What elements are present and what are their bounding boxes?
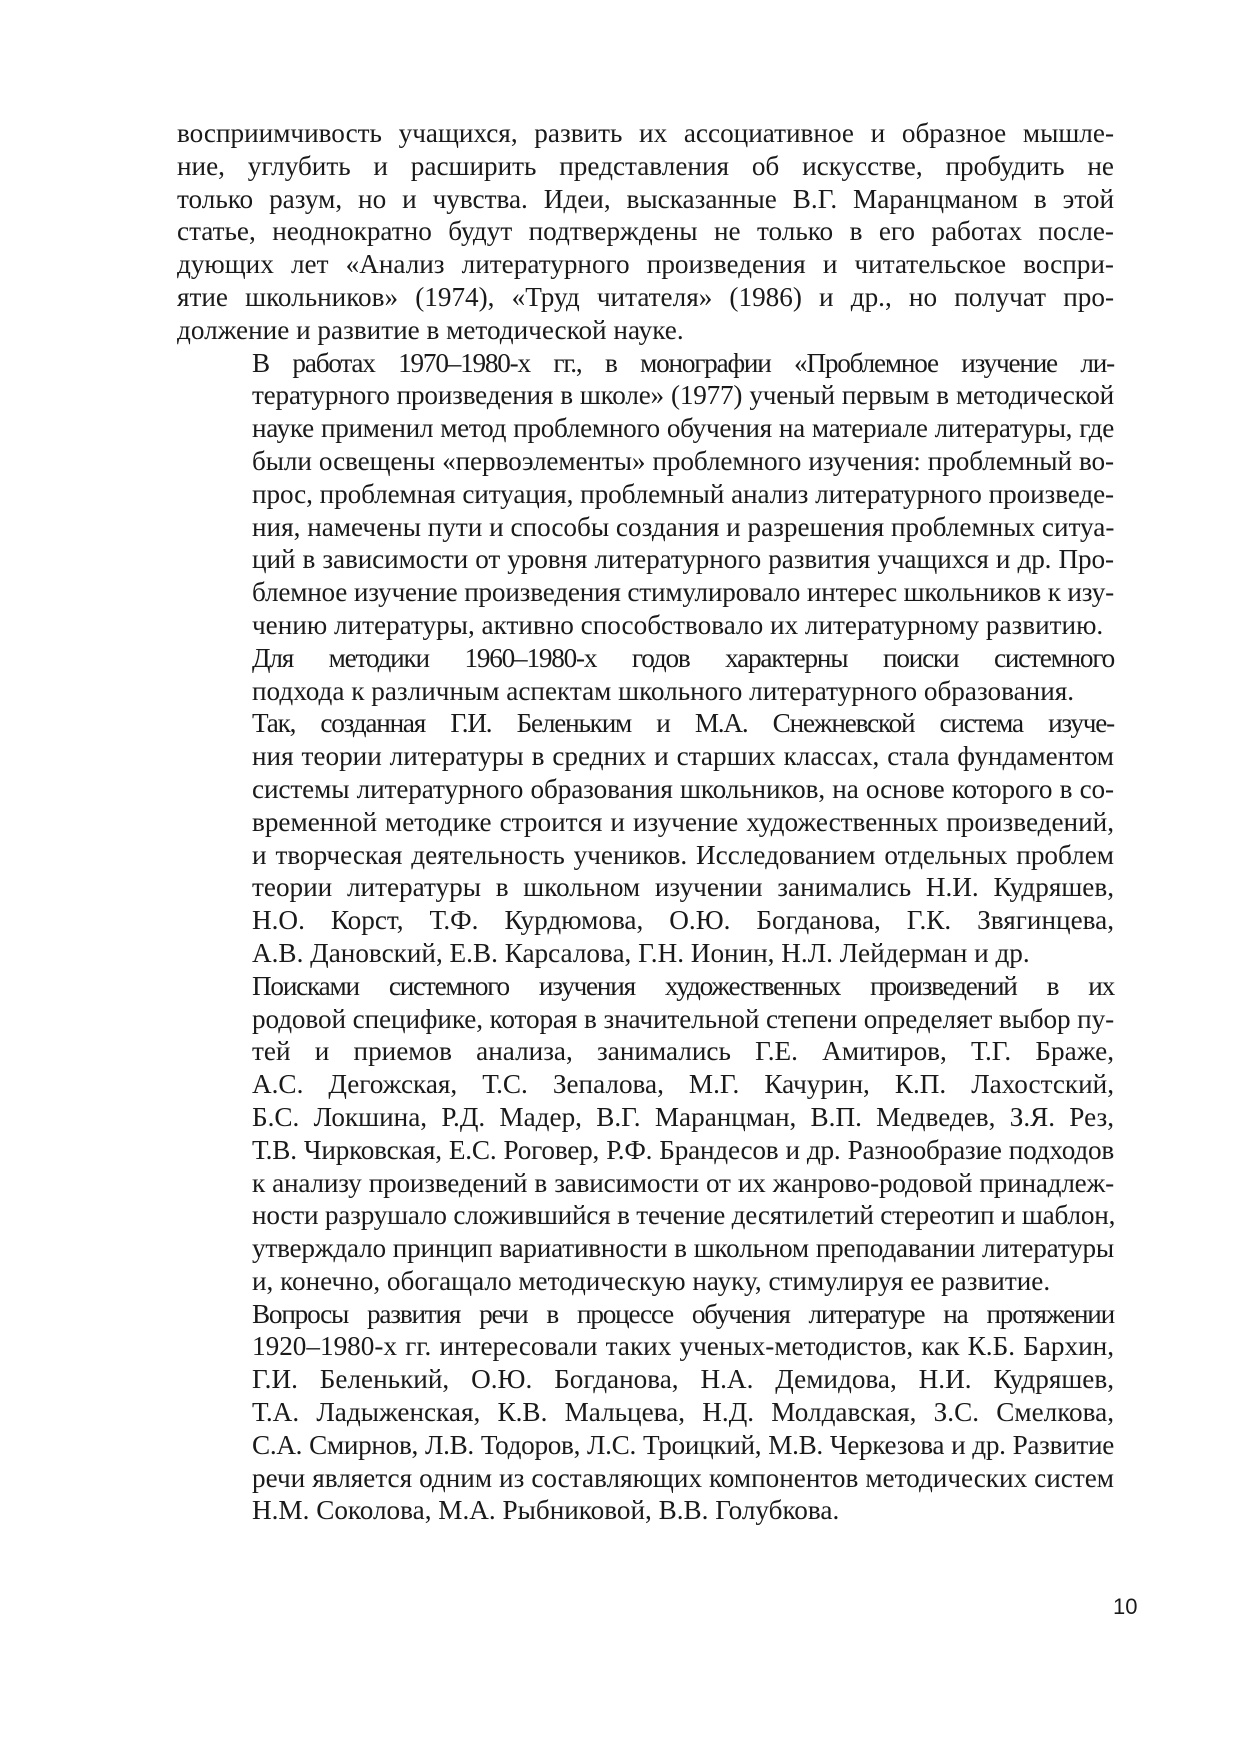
text-line: чению литературы, активно способствовало их литературному развитию. <box>252 609 1104 640</box>
text-line: Так, созданная Г.И. Беленьким и М.А. Снежневской система изуче- <box>252 708 1114 739</box>
text-line: родовой специфике, которая в значительной степени определяет выбор пу- <box>252 1003 1115 1034</box>
paragraph-p6 <box>177 1298 1114 1528</box>
document-body <box>177 117 1114 1527</box>
text-line: Н.М. Соколова, М.А. Рыбниковой, В.В. Голубкова. <box>252 1495 840 1526</box>
text-line: Т.В. Чирковская, Е.С. Роговер, Р.Ф. Брандесов и др. Разнообразие подходов <box>252 1134 1114 1165</box>
text-line: тей и приемов анализа, занимались Г.Е. Амитиров, Т.Г. Браже, <box>252 1036 1114 1067</box>
text-line: к анализу произведений в зависимости от их жанрово-родовой принадлеж- <box>252 1167 1114 1198</box>
text-line: были освещены «первоэлементы» проблемного изучения: проблемный во- <box>252 445 1114 476</box>
text-line: Поисками системного изучения художественных произведений в их <box>252 970 1114 1001</box>
paragraph-p3 <box>177 642 1114 708</box>
text-line: ности разрушало сложившийся в течение десятилетий стереотип и шаблон, <box>252 1200 1116 1231</box>
text-line: ния, намечены пути и способы создания и разрешения проблемных ситуа- <box>252 511 1115 542</box>
text-line: только разум, но и чувства. Идеи, высказанные В.Г. Маранцманом в этой <box>177 183 1114 214</box>
text-line: Для методики 1960–1980-х годов характерны поиски системного <box>252 642 1114 673</box>
text-line: теории литературы в школьном изучении занимались Н.И. Кудряшев, <box>252 872 1114 903</box>
text-line: ния теории литературы в средних и старших классах, стала фундаментом <box>252 741 1114 772</box>
text-line: дующих лет «Анализ литературного произведения и читательское воспри- <box>177 249 1114 280</box>
text-line: В работах 1970–1980-х гг., в монографии «Проблемное изучение ли- <box>252 347 1114 378</box>
text-line: Т.А. Ладыженская, К.В. Мальцева, Н.Д. Молдавская, З.С. Смелкова, <box>252 1397 1114 1428</box>
paragraph-p4 <box>177 707 1114 969</box>
page-number: 10 <box>1113 1594 1138 1619</box>
paragraph-p1 <box>177 117 1114 347</box>
text-line: и творческая деятельность учеников. Исследованием отдельных проблем <box>252 839 1114 870</box>
text-line: прос, проблемная ситуация, проблемный анализ литературного произведе- <box>252 478 1114 509</box>
text-line: статье, неоднократно будут подтверждены не только в его работах после- <box>177 216 1114 247</box>
text-line: А.В. Дановский, Е.В. Карсалова, Г.Н. Ионин, Н.Л. Лейдерман и др. <box>252 937 1030 968</box>
text-line: должение и развитие в методической науке. <box>177 314 684 345</box>
text-line: восприимчивость учащихся, развить их ассоциативное и образное мышле- <box>177 118 1114 148</box>
text-line: ций в зависимости от уровня литературного развития учащихся и др. Про- <box>252 544 1114 575</box>
text-line: Б.С. Локшина, Р.Д. Мадер, В.Г. Маранцман, В.П. Медведев, З.Я. Рез, <box>252 1101 1114 1132</box>
text-line: Вопросы развития речи в процессе обучения литературе на протяжении <box>252 1298 1114 1329</box>
text-line: науке применил метод проблемного обучения на материале литературы, где <box>252 413 1114 444</box>
text-line: временной методике строится и изучение художественных произведений, <box>252 806 1114 837</box>
text-line: утверждало принцип вариативности в школьном преподавании литературы <box>252 1233 1114 1264</box>
text-line: С.А. Смирнов, Л.В. Тодоров, Л.С. Троицкий, М.В. Черкезова и др. Развитие <box>252 1429 1114 1460</box>
text-line: тературного произведения в школе» (1977) ученый первым в методической <box>252 380 1114 411</box>
text-line: ятие школьников» (1974), «Труд читателя» (1986) и др., но получат про- <box>177 281 1114 312</box>
text-line: Г.И. Беленький, О.Ю. Богданова, Н.А. Демидова, Н.И. Кудряшев, <box>252 1364 1114 1395</box>
text-line: Н.О. Корст, Т.Ф. Курдюмова, О.Ю. Богданова, Г.К. Звягинцева, <box>252 905 1114 936</box>
paragraph-p5 <box>177 970 1114 1298</box>
text-line: и, конечно, обогащало методическую науку, стимулируя ее развитие. <box>252 1265 1051 1296</box>
text-line: речи является одним из составляющих компонентов методических систем <box>252 1462 1114 1493</box>
text-line: 1920–1980-х гг. интересовали таких ученых-методистов, как К.Б. Бархин, <box>252 1331 1114 1362</box>
text-line: системы литературного образования школьников, на основе которого в со- <box>252 773 1114 804</box>
text-line: подхода к различным аспектам школьного литературного образования. <box>252 675 1075 706</box>
text-line: ние, углубить и расширить представления об искусстве, пробудить не <box>177 150 1114 181</box>
text-line: блемное изучение произведения стимулировало интерес школьников к изу- <box>252 577 1114 608</box>
text-line: А.С. Дегожская, Т.С. Зепалова, М.Г. Качурин, К.П. Лахостский, <box>252 1069 1114 1100</box>
paragraph-p2 <box>177 347 1114 642</box>
